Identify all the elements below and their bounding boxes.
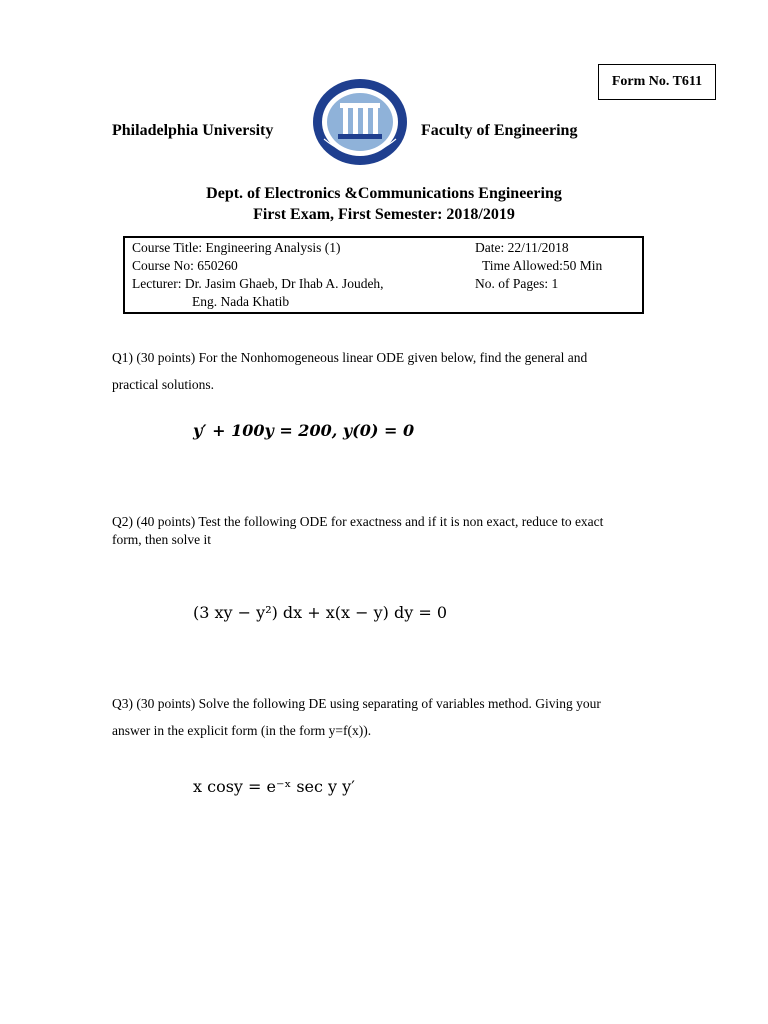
department-title: Dept. of Electronics &Communications Engineering bbox=[206, 185, 562, 202]
question-1-text-line2: practical solutions. bbox=[112, 377, 214, 392]
faculty-name: Faculty of Engineering bbox=[421, 122, 578, 139]
question-3-equation: x cosy = e⁻ˣ sec y y′ bbox=[193, 777, 355, 796]
form-number: Form No. T611 bbox=[598, 64, 716, 100]
exam-heading bbox=[0, 183, 768, 225]
university-logo bbox=[310, 77, 410, 167]
exam-title: First Exam, First Semester: 2018/2019 bbox=[253, 206, 515, 223]
page-count: No. of Pages: 1 bbox=[475, 276, 559, 291]
exam-date: Date: 22/11/2018 bbox=[475, 240, 569, 255]
question-2-text-line2: form, then solve it bbox=[112, 532, 211, 547]
question-3-text-line1: Q3) (30 points) Solve the following DE using separating of variables method. Giving your bbox=[112, 696, 601, 711]
course-info-box bbox=[123, 236, 644, 314]
lecturer: Lecturer: Dr. Jasim Ghaeb, Dr Ihab A. Joudeh, bbox=[132, 276, 384, 291]
lecturer-continued: Eng. Nada Khatib bbox=[192, 294, 290, 309]
question-3-text-line2: answer in the explicit form (in the form y=f(x)). bbox=[112, 723, 372, 738]
question-1-equation: y′ + 100y = 200, y(0) = 0 bbox=[193, 421, 415, 440]
course-number: Course No: 650260 bbox=[132, 258, 238, 273]
question-2-text-line1: Q2) (40 points) Test the following ODE for exactness and if it is non exact, reduce to exact bbox=[112, 514, 604, 529]
question-2-equation: (3 xy − y²) dx + x(x − y) dy = 0 bbox=[193, 603, 448, 622]
university-name: Philadelphia University bbox=[112, 122, 274, 139]
course-title: Course Title: Engineering Analysis (1) bbox=[132, 240, 341, 255]
time-allowed: Time Allowed:50 Min bbox=[482, 258, 603, 273]
question-1-text-line1: Q1) (30 points) For the Nonhomogeneous linear ODE given below, find the general and bbox=[112, 350, 588, 365]
